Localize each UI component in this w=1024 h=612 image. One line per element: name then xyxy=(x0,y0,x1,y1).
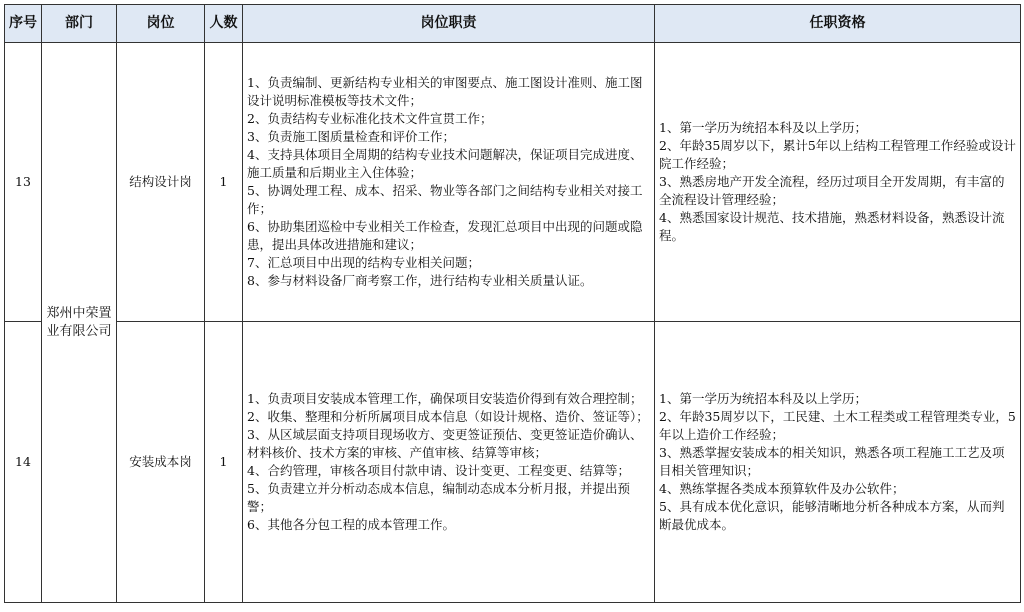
duty-item: 7、汇总项目中出现的结构专业相关问题； xyxy=(247,255,480,270)
table-row xyxy=(5,322,1021,603)
header-position: 岗位 xyxy=(117,5,205,43)
row-qualifications xyxy=(655,322,1021,603)
row-count: 1 xyxy=(205,43,243,322)
row-qualifications xyxy=(655,43,1021,322)
header-count: 人数 xyxy=(205,5,243,43)
qualification-item: 1、第一学历为统招本科及以上学历； xyxy=(659,391,867,406)
duty-item: 3、从区域层面支持项目现场收方、变更签证预估、变更签证造价确认、材料核价、技术方案的审核、产值审核、结算等审核； xyxy=(247,427,643,460)
qualification-item: 5、具有成本优化意识，能够清晰地分析各种成本方案，从而判断最优成本。 xyxy=(659,499,1005,532)
header-duties: 岗位职责 xyxy=(243,5,655,43)
duty-item: 2、收集、整理和分析所属项目成本信息（如设计规格、造价、签证等）； xyxy=(247,409,649,424)
duty-item: 3、负责施工图质量检查和评价工作； xyxy=(247,129,455,144)
duty-item: 6、其他各分包工程的成本管理工作。 xyxy=(247,517,455,532)
duty-item: 2、负责结构专业标准化技术文件宣贯工作； xyxy=(247,111,493,126)
duty-item: 4、支持具体项目全周期的结构专业技术问题解决，保证项目完成进度、施工质量和后期业主入住体验； xyxy=(247,147,643,180)
job-table xyxy=(4,4,1021,603)
qualification-item: 3、熟悉掌握安装成本的相关知识，熟悉各项工程施工工艺及项目相关管理知识； xyxy=(659,445,1005,478)
header-seq: 序号 xyxy=(5,5,42,43)
row-seq: 13 xyxy=(5,43,42,322)
duty-item: 1、负责编制、更新结构专业相关的审图要点、施工图设计准则、施工图设计说明标准模板等技术文件； xyxy=(247,75,643,108)
qualification-item: 3、熟悉房地产开发全流程，经历过项目全开发周期，有丰富的全流程设计管理经验； xyxy=(659,174,1005,207)
duty-item: 4、合约管理，审核各项目付款申请、设计变更、工程变更、结算等； xyxy=(247,463,630,478)
duty-item: 5、负责建立并分析动态成本信息，编制动态成本分析月报，并提出预警； xyxy=(247,481,630,514)
header-qualifications: 任职资格 xyxy=(655,5,1021,43)
row-position: 结构设计岗 xyxy=(117,43,205,322)
row-count: 1 xyxy=(205,322,243,603)
qualification-item: 4、熟悉国家设计规范、技术措施，熟悉材料设备，熟悉设计流程。 xyxy=(659,210,1005,243)
row-duties xyxy=(243,322,655,603)
table-row xyxy=(5,43,1021,322)
header-dept: 部门 xyxy=(42,5,117,43)
duty-item: 8、参与材料设备厂商考察工作，进行结构专业相关质量认证。 xyxy=(247,273,593,288)
qualification-item: 2、年龄35周岁以下，工民建、土木工程类或工程管理类专业，5年以上造价工作经验； xyxy=(659,409,1016,442)
qualification-item: 2、年龄35周岁以下，累计5年以上结构工程管理工作经验或设计院工作经验； xyxy=(659,138,1016,171)
duty-item: 1、负责项目安装成本管理工作，确保项目安装造价得到有效合理控制； xyxy=(247,391,643,406)
qualification-item: 4、熟练掌握各类成本预算软件及办公软件； xyxy=(659,481,905,496)
department-cell: 郑州中荣置业有限公司 xyxy=(42,43,117,603)
row-seq: 14 xyxy=(5,322,42,603)
header-row xyxy=(5,5,1021,43)
duty-item: 5、协调处理工程、成本、招采、物业等各部门之间结构专业相关对接工作； xyxy=(247,183,643,216)
duty-item: 6、协助集团巡检中专业相关工作检查，发现汇总项目中出现的问题或隐患，提出具体改进措施和建议； xyxy=(247,219,643,252)
qualification-item: 1、第一学历为统招本科及以上学历； xyxy=(659,120,867,135)
row-position: 安装成本岗 xyxy=(117,322,205,603)
row-duties xyxy=(243,43,655,322)
